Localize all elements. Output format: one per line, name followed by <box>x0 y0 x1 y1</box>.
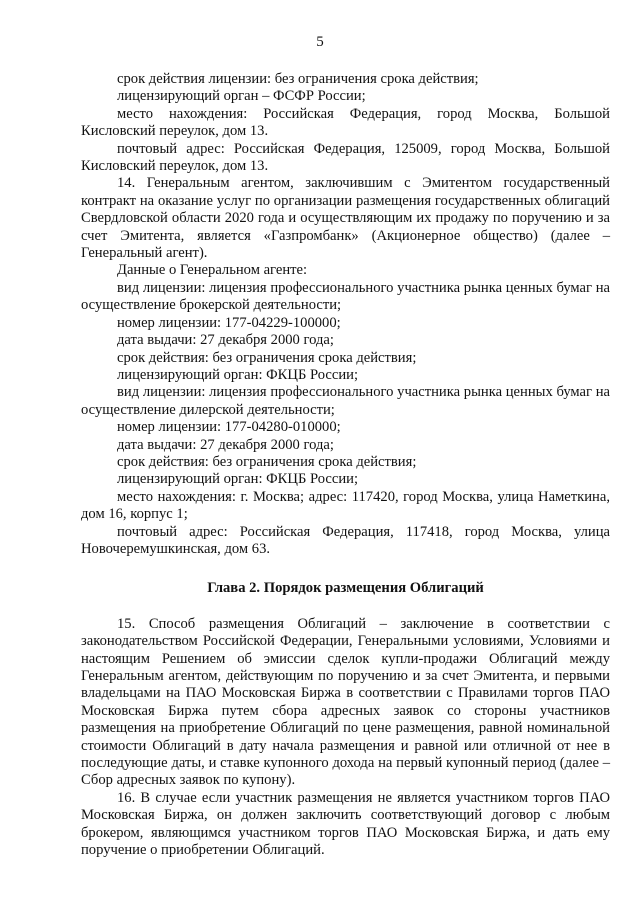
document-body <box>81 71 610 859</box>
paragraph-licensing-authority: лицензирующий орган – ФСФР России; <box>117 88 366 105</box>
paragraph-16-broker-requirement: 16. В случае если участник размещения не является участником торгов ПАО Московская Биржа, он должен заключить соответствующий договор с любым брокером, являющимся участником торгов ПАО Московская Биржа, и дать ему поручение о приобретении Облигаций. <box>81 789 610 859</box>
paragraph-license-term: срок действия лицензии: без ограничения срока действия; <box>117 71 479 87</box>
paragraph-postal-address: почтовый адрес: Российская Федерация, 125009, город Москва, Большой Кисловский переулок, дом 13. <box>81 140 610 175</box>
paragraph-broker-term: срок действия: без ограничения срока действия; <box>117 349 417 366</box>
paragraph-dealer-issue-date: дата выдачи: 27 декабря 2000 года; <box>117 436 334 453</box>
paragraph-broker-authority: лицензирующий орган: ФКЦБ России; <box>117 366 359 383</box>
paragraph-broker-license-type: вид лицензии: лицензия профессионального участника рынка ценных бумаг на осуществление брокерской деятельности; <box>81 279 610 314</box>
paragraph-dealer-term: срок действия: без ограничения срока действия; <box>117 453 417 470</box>
chapter-heading: Глава 2. Порядок размещения Облигаций <box>207 580 484 597</box>
paragraph-dealer-authority: лицензирующий орган: ФКЦБ России; <box>117 471 359 488</box>
paragraph-agent-postal-address: почтовый адрес: Российская Федерация, 117418, город Москва, улица Новочеремушкинская, дом 63. <box>81 523 610 557</box>
paragraph-dealer-license-number: номер лицензии: 177-04280-010000; <box>117 419 341 436</box>
paragraph-15-placement-method: 15. Способ размещения Облигаций – заключение в соответствии с законодательством Российской Федерации, Генеральными условиями, Условиями и настоящим Решением об эмиссии сделок купли-продажи Облигаций между Генеральным агентом, действующим по поручению и за счет Эмитента, и первыми владельцами на ПАО Московская Биржа в соответствии с Правилами торгов ПАО Московская Биржа путем сбора адресных заявок со стороны участников размещения на приобретение Облигаций по цене размещения, равной номинальной стоимости Облигаций в дату начала размещения и равной или отличной от нее в последующие даты, и ставке купонного дохода на первый купонный период (далее – Сбор адресных заявок по купону). <box>81 615 610 789</box>
paragraph-14-general-agent: 14. Генеральным агентом, заключившим с Эмитентом государственный контракт на оказание услуг по организации размещения государственных облигаций Свердловской области 2020 года и осуществляющим их продажу по поручению и за счет Эмитента, является «Газпромбанк» (Акционерное общество) (далее – Генеральный агент). <box>81 175 610 262</box>
paragraph-agent-location: место нахождения: г. Москва; адрес: 117420, город Москва, улица Наметкина, дом 16, корпус 1; <box>81 488 610 523</box>
page-number: 5 <box>316 34 324 50</box>
paragraph-location: место нахождения: Российская Федерация, город Москва, Большой Кисловский переулок, дом 13. <box>81 105 610 140</box>
paragraph-dealer-license-type: вид лицензии: лицензия профессионального участника рынка ценных бумаг на осуществление дилерской деятельности; <box>81 384 610 418</box>
paragraph-agent-data: Данные о Генеральном агенте: <box>117 262 308 279</box>
paragraph-broker-issue-date: дата выдачи: 27 декабря 2000 года; <box>117 332 334 349</box>
paragraph-broker-license-number: номер лицензии: 177-04229-100000; <box>117 314 341 331</box>
